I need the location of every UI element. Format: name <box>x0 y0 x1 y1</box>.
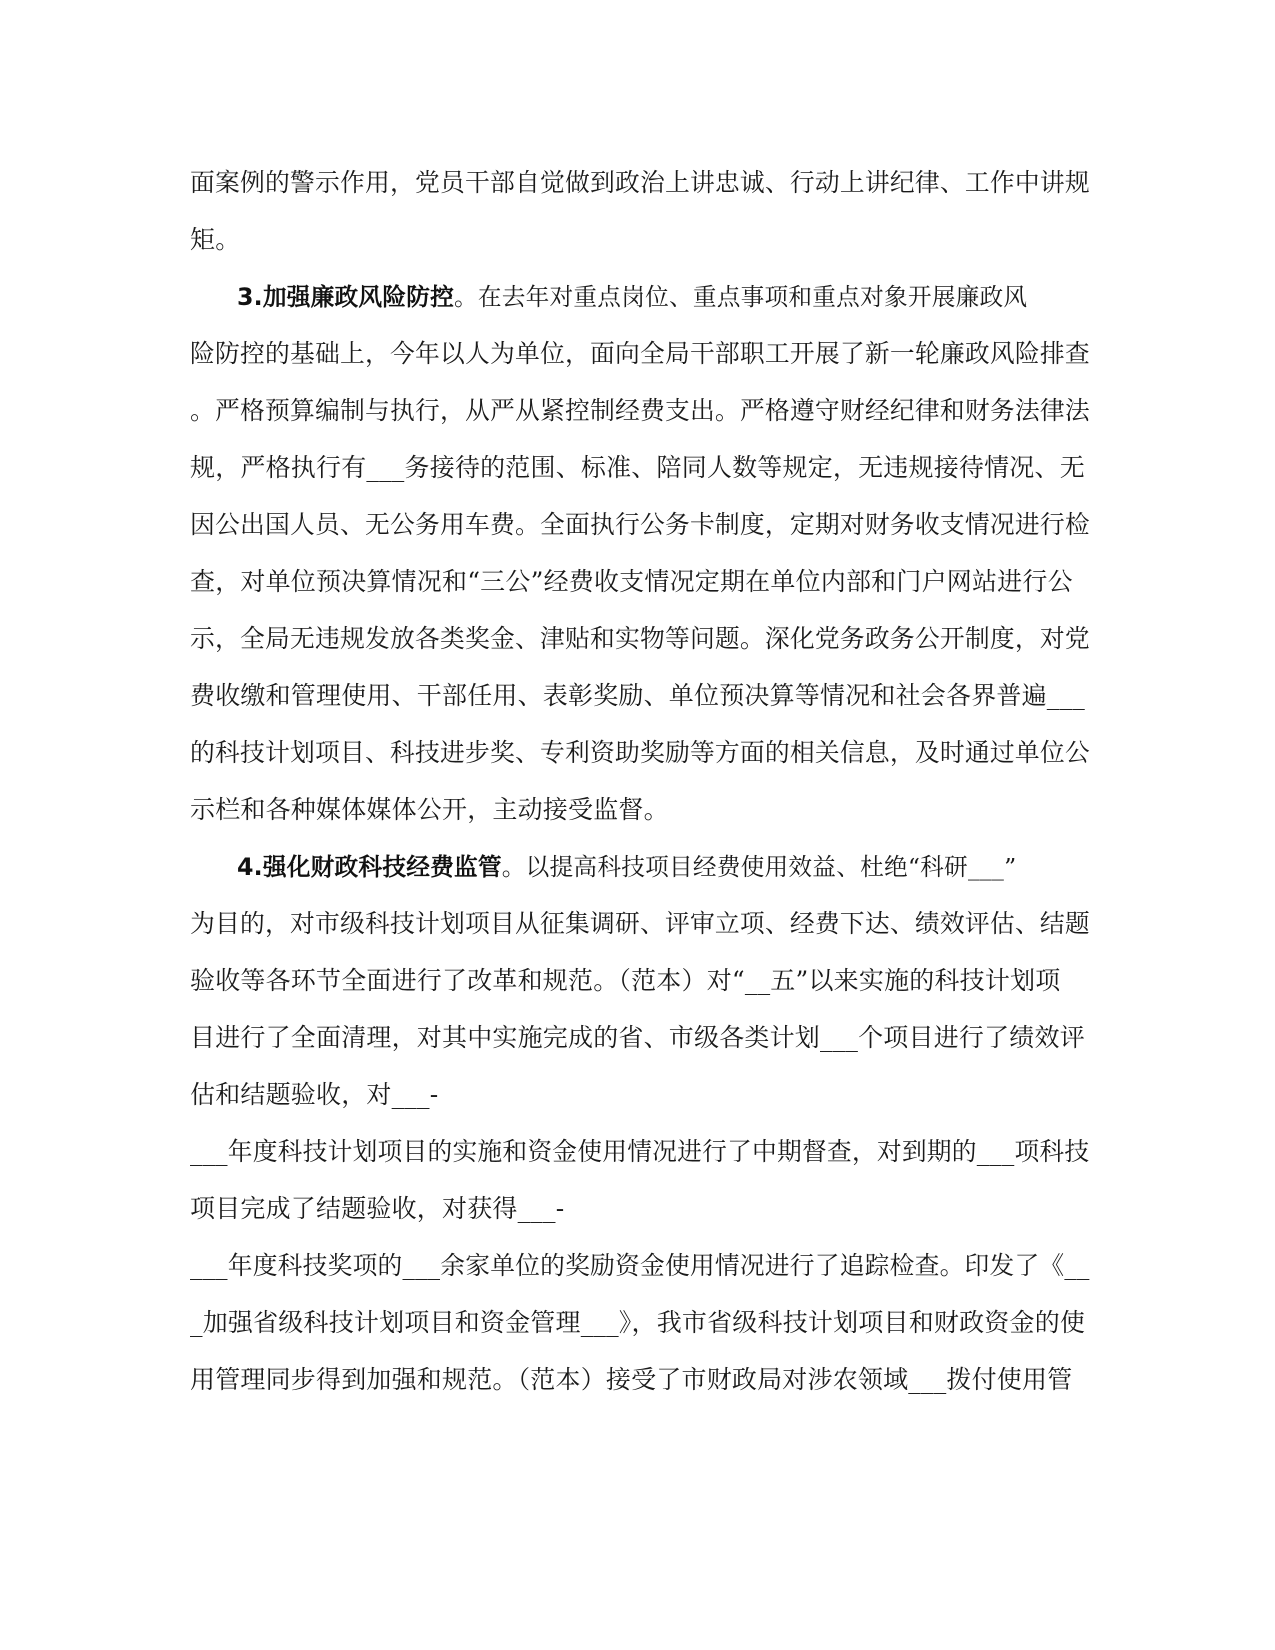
section-heading: 4.强化财政科技经费监管 <box>237 853 502 881</box>
text-line: 。严格预算编制与执行，从严从紧控制经费支出。严格遵守财经纪律和财务法律法 <box>190 396 1090 425</box>
text-line: 示栏和各种媒体媒体公开，主动接受监督。 <box>190 795 669 824</box>
text-line: 项目完成了结题验收，对获得___- <box>190 1194 565 1223</box>
section-heading: 3.加强廉政风险防控 <box>237 283 454 311</box>
text-line: 示，全局无违规发放各类奖金、津贴和实物等问题。深化党务政务公开制度，对党 <box>190 624 1090 653</box>
text-line: _加强省级科技计划项目和资金管理___》，我市省级科技计划项目和财政资金的使 <box>190 1308 1086 1337</box>
text-line: ___年度科技计划项目的实施和资金使用情况进行了中期督查，对到期的___项科技 <box>190 1137 1090 1166</box>
text-line: 矩。 <box>190 225 241 254</box>
paragraph-first-line <box>237 277 1137 317</box>
paragraph-first-line <box>237 847 1137 887</box>
text-line: 因公出国人员、无公务用车费。全面执行公务卡制度，定期对财务收支情况进行检 <box>190 510 1090 539</box>
text-line: 用管理同步得到加强和规范。（范本）接受了市财政局对涉农领域___拨付使用管 <box>190 1365 1073 1394</box>
text-line: 的科技计划项目、科技进步奖、专利资助奖励等方面的相关信息，及时通过单位公 <box>190 738 1090 767</box>
text-run: 。以提高科技项目经费使用效益、杜绝“科研___” <box>501 853 1017 881</box>
text-line: 目进行了全面清理，对其中实施完成的省、市级各类计划___个项目进行了绩效评 <box>190 1023 1085 1052</box>
text-line: 估和结题验收，对___- <box>190 1080 439 1109</box>
text-line: ___年度科技奖项的___余家单位的奖励资金使用情况进行了追踪检查。印发了《__ <box>190 1251 1090 1280</box>
text-line: 险防控的基础上，今年以人为单位，面向全局干部职工开展了新一轮廉政风险排查 <box>190 339 1090 368</box>
text-line: 面案例的警示作用，党员干部自觉做到政治上讲忠诚、行动上讲纪律、工作中讲规 <box>190 168 1090 197</box>
text-line: 为目的，对市级科技计划项目从征集调研、评审立项、经费下达、绩效评估、结题 <box>190 909 1090 938</box>
text-line: 查，对单位预决算情况和“三公”经费收支情况定期在单位内部和门户网站进行公 <box>190 567 1073 596</box>
text-line: 验收等各环节全面进行了改革和规范。（范本）对“__五”以来实施的科技计划项 <box>190 966 1061 995</box>
text-line: 费收缴和管理使用、干部任用、表彰奖励、单位预决算等情况和社会各界普遍___ <box>190 681 1085 710</box>
text-run: 。在去年对重点岗位、重点事项和重点对象开展廉政风 <box>453 283 1028 311</box>
text-line: 规，严格执行有___务接待的范围、标准、陪同人数等规定，无违规接待情况、无 <box>190 453 1085 482</box>
